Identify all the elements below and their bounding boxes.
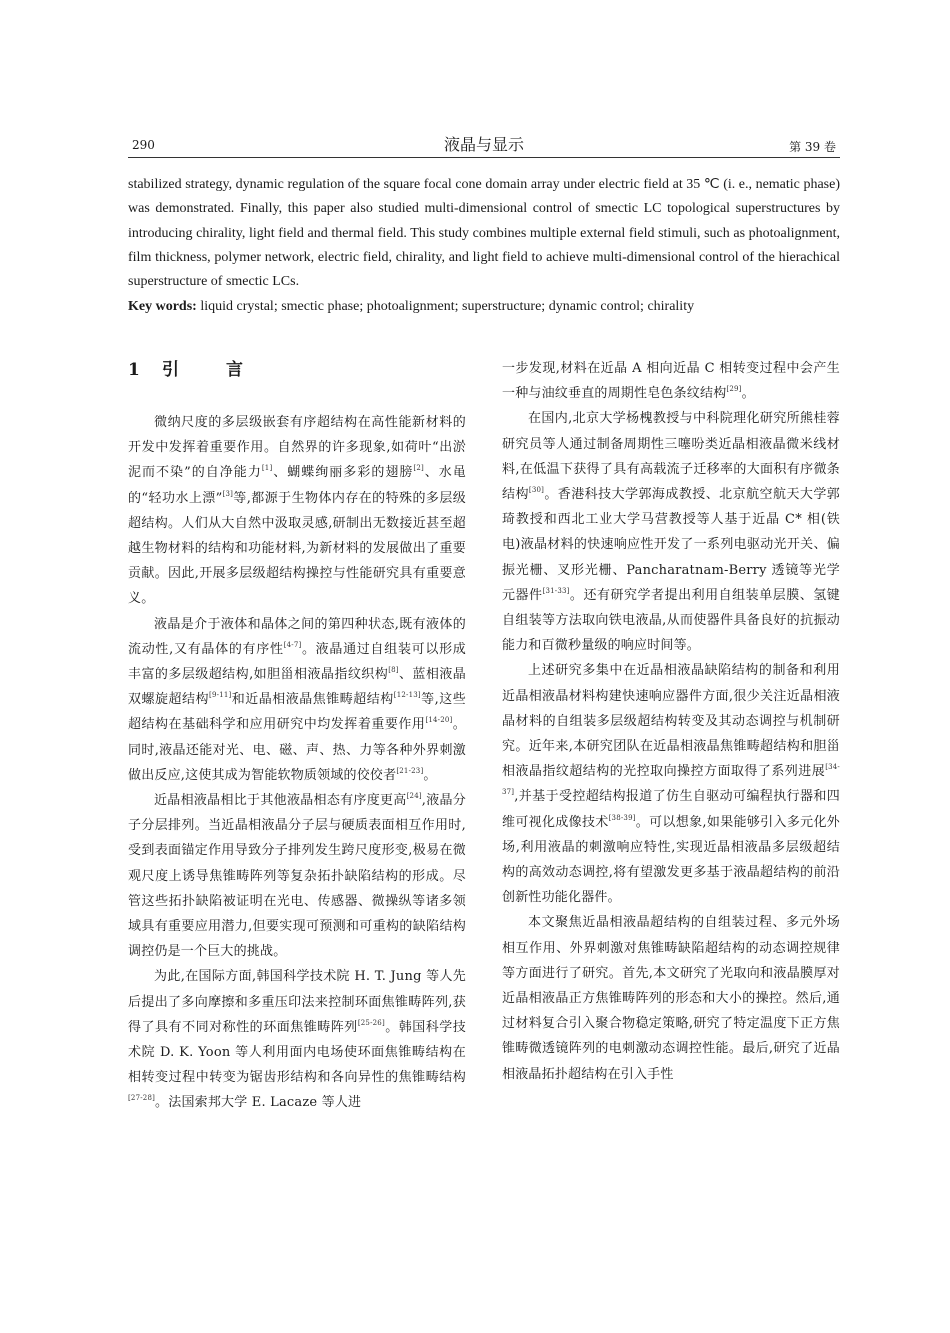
citation: [38-39] [608,813,636,822]
left-column [128,356,466,1116]
keywords-list: liquid crystal; smectic phase; photoalignment; superstructure; dynamic control; chirality [200,299,695,315]
paragraph: 近晶相液晶相比于其他液晶相态有序度更高[24],液晶分子分层排列。当近晶相液晶分子层与硬质表面相互作用时,受到表面锚定作用导致分子排列发生跨尺度形变,极易在微观尺度上诱导焦锥畴阵列等复杂拓扑缺陷结构的形成。尽管这些拓扑缺陷被证明在光电、传感器、微操纵等诸多领域具有重要应用潜力,但要实现可预测和可重构的缺陷结构调控仍是一个巨大的挑战。 [128,792,466,960]
citation: [34-37] [502,763,840,797]
citation: [30] [528,486,545,495]
keywords-line [128,295,840,319]
paragraph: 液晶是介于液体和晶体之间的第四种状态,既有液体的流动性,又有晶体的有序性[4-7]。液晶通过自组装可以形成丰富的多层级超结构,如胆甾相液晶指纹织构[8]、蓝相液晶双螺旋超结构[9-11]和近晶相液晶焦锥畴超结构[12-13]等,这些超结构在基础科学和应用研究中均发挥着重要作用[14-20]。同时,液晶还能对光、电、磁、声、热、力等各种外界刺激做出反应,这使其成为智能软物质领域的佼佼者[21-23]。 [128,616,467,783]
journal-title: 液晶与显示 [443,135,524,154]
citation: [25-26] [357,1018,385,1027]
citation: [14-20] [425,716,453,725]
section-number: 1 [128,360,141,380]
citation: [24] [406,792,422,801]
citation: [21-23] [396,766,424,775]
citation: [27-28] [128,1094,156,1103]
citation: [2] [413,464,424,473]
citation: [8] [388,666,399,675]
citation: [3] [222,489,234,498]
paragraph: 上述研究多集中在近晶相液晶缺陷结构的制备和利用近晶相液晶材料构建快速响应器件方面,很少关注近晶相液晶材料的自组装多层级超结构转变及其动态调控与机制研究。近年来,本研究团队在近晶相液晶焦锥畴超结构和胆甾相液晶指纹超结构的光控取向操控方面取得了系列进展[34-37],并基于受控超结构报道了仿生自驱动可编程执行器和四维可视化成像技术[38-39]。可以想象,如果能够引入多元化外场,利用液晶的刺激响应特性,实现近晶相液晶多层级超结构的高效动态调控,将有望激发更多基于液晶超结构的前沿创新性功能化器件。 [502,663,840,906]
section-title-char-2: 言 [226,360,244,380]
citation: [12-13] [393,691,421,700]
citation: [29] [726,385,742,394]
citation: [4-7] [283,640,302,649]
right-column [502,356,840,1087]
citation: [31-33] [542,586,570,595]
header-rule [128,157,840,158]
page-number: 290 [132,138,155,152]
paragraph: 为此,在国际方面,韩国科学技术院 H. T. Jung 等人先后提出了多向摩擦和多重压印法来控制环面焦锥畴阵列,获得了具有不同对称性的环面焦锥畴阵列[25-26]。韩国科学技术院 D. K. Yoon 等人利用面内电场使环面焦锥畴结构在相转变过程中转变为锯齿形结构和各向异性的焦锥畴结构[27-28]。法国索邦大学 E. Lacaze 等人进 [128,969,467,1111]
paragraph: 一步发现,材料在近晶 A 相向近晶 C 相转变过程中会产生一种与油纹垂直的周期性皂色条纹结构[29]。 [502,361,840,402]
page-header [128,128,840,158]
keywords-label: Key words: [128,299,197,315]
citation: [1] [261,464,273,473]
citation: [9-11] [209,691,232,700]
english-abstract [128,173,840,319]
section-heading [128,356,466,384]
abstract-text: stabilized strategy, dynamic regulation of the square focal cone domain array under electric field at 35 ℃ (i. e., nematic phase) was demonstrated. Finally, this paper also studied multi-dimensional control of smectic LC topological superstructures by introducing chirality, light field and thermal field. This study combines multiple external field stimuli, such as photoalignment, film thickness, polymer network, electric field, chirality, and light field to achieve multi-dimensional control of the hierachical superstructure of smectic LCs. [128,177,840,290]
paragraph: 在国内,北京大学杨槐教授与中科院理化研究所熊桂蓉研究员等人通过制备周期性三噻吩类近晶相液晶微米线材料,在低温下获得了具有高载流子迁移率的大面积有序微条结构[30]。香港科技大学郭海成教授、北京航空航天大学郭琦教授和西北工业大学马营教授等人基于近晶 C* 相(铁电)液晶材料的快速响应性开发了一系列电驱动光开关、偏振光栅、叉形光栅、Pancharatnam-Berry 透镜等光学元器件[31-33]。还有研究学者提出利用自组装单层膜、氢键自组装等方法取向铁电液晶,从而使器件具备良好的抗振动能力和百微秒量级的响应时间等。 [502,411,840,654]
paragraph: 本文聚焦近晶相液晶超结构的自组装过程、多元外场相互作用、外界刺激对焦锥畴缺陷超结构的动态调控规律等方面进行了研究。首先,本文研究了光取向和液晶膜厚对近晶相液晶正方焦锥畴阵列的形态和大小的操控。然后,通过材料复合引入聚合物稳定策略,研究了特定温度下正方焦锥畴微透镜阵列的电刺激动态调控性能。最后,研究了近晶相液晶拓扑超结构在引入手性 [502,915,840,1082]
section-title-char-1: 引 [162,360,180,380]
paragraph: 微纳尺度的多层级嵌套有序超结构在高性能新材料的开发中发挥着重要作用。自然界的许多现象,如荷叶“出淤泥而不染”的自净能力[1]、蝴蝶绚丽多彩的翅膀[2]、水黾的“轻功水上漂”[3]等,都源于生物体内存在的特殊的多层级超结构。人们从大自然中汲取灵感,研制出无数接近甚至超越生物材料的结构和功能材料,为新材料的发展做出了重要贡献。因此,开展多层级超结构操控与性能研究具有重要意义。 [128,415,466,607]
volume-label: 第 39 卷 [789,140,836,154]
